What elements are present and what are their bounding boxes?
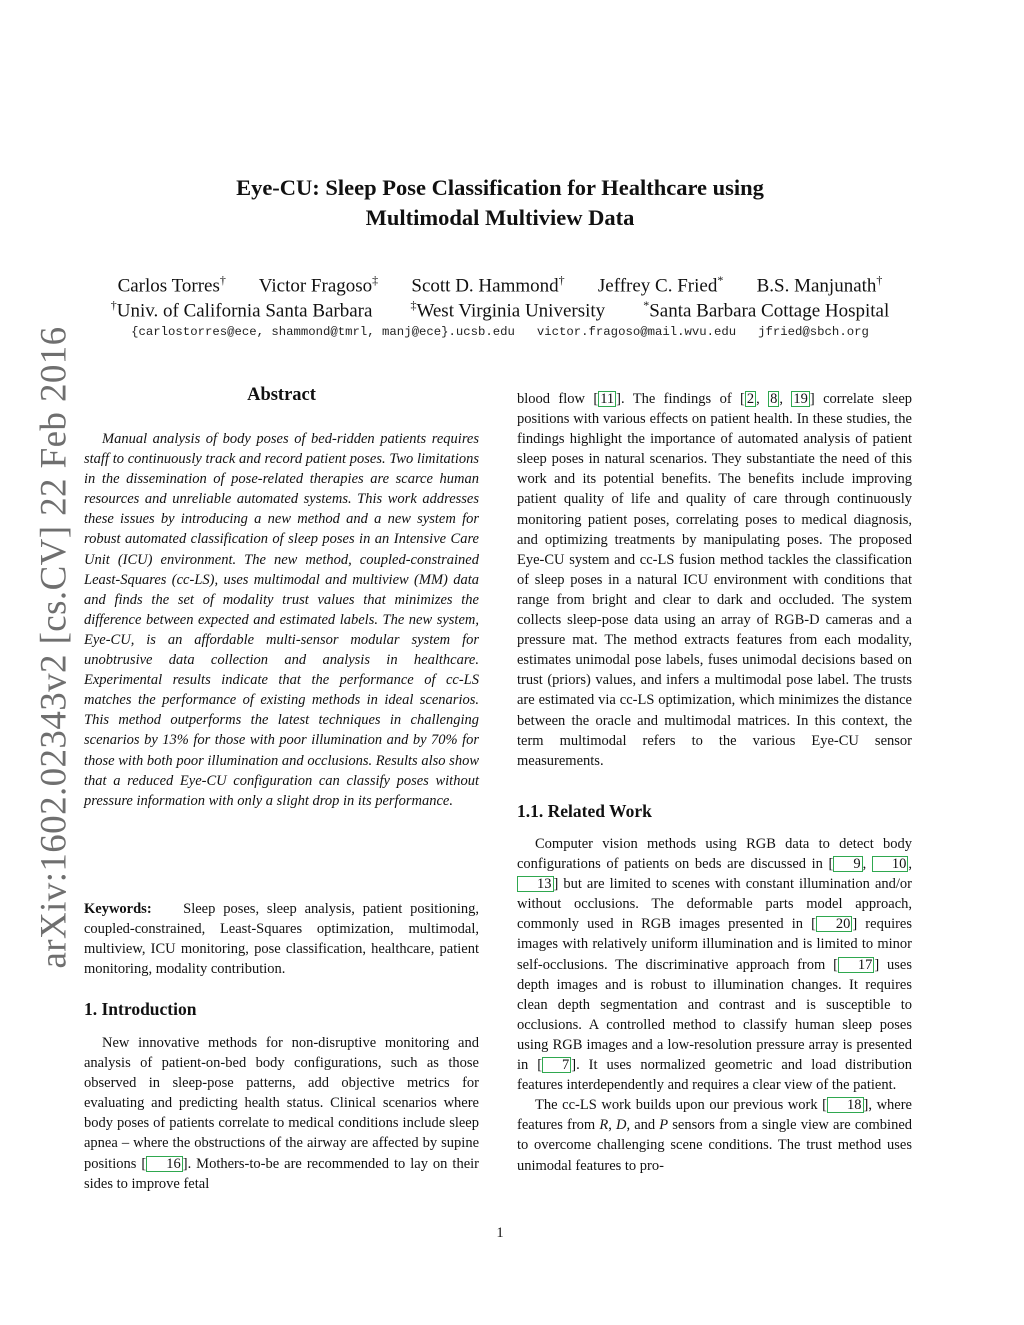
related-work-paragraph: Computer vision methods using RGB data to detect body configurations of patients on beds are discussed in [ 9 , 10 , 13 ] but are limited to scenes with constant illumination and/or without occlusions. The deformable parts model approach, commonly used in RGB images presented in [ 20 ] requires images with relatively uniform illumination and is limited to minor self-occlusions. The discriminative approach from [ 17 ] uses depth images and is robust to illumination changes. It requires clean depth segmentation and contrast and is susceptible to occlusions. A controlled method to classify human sleep poses using RGB images and a low-resolution pressure array is presented in [ 7 ]. It uses normalized geometric and load distribution features interdependently and requires a clear view of the patient. (517, 836, 913, 1094)
related-text: ], where features from (517, 1097, 912, 1134)
author-mark: ‡ (372, 273, 379, 287)
email-address: victor.fragoso@mail.wvu.edu (536, 325, 737, 339)
related-work-body (517, 834, 912, 1176)
citation-link[interactable]: 9 (833, 856, 862, 872)
intro-text: ] correlate sleep positions with various effects on patient health. In these studies, the findings highlight the importance of automated analysis of patient sleep poses in natural scenarios. They substantiate the need of this work and its potential benefits. The benefits include improving patient quality of life and quality of care through continuously monitoring patient poses, correlating poses to medical diagnosis, and optimizing treatments by manipulating poses. The proposed Eye-CU system and cc-LS fusion method tackles the classification of sleep poses in a natural ICU environment with conditions that range from bright and clear to dark and occluded. The system collects sleep-pose data using an array of RGB-D cameras and a pressure mat. The method extracts features from each modality, estimates unimodal pose labels, fuses unimodal decisions based on trust (priors) values, and infers a multimodal pose label. The trusts are estimated via cc-LS optimization, which minimizes the distance between the oracle and multimodal matrices. In this context, the term multimodal refers to the various Eye-CU sensor measurements. (517, 391, 913, 769)
related-work-paragraph (517, 1095, 912, 1175)
keywords-label: Keywords: (84, 901, 152, 917)
author-mark: * (717, 273, 724, 287)
author-name: Scott D. Hammond (411, 275, 559, 297)
math-symbol: P (659, 1117, 669, 1134)
intro-continuation (517, 389, 912, 771)
title-line-2: Multimodal Multiview Data (365, 205, 635, 230)
affiliation-mark: † (110, 298, 117, 312)
math-symbol: R (599, 1117, 609, 1134)
email-address: jfried@sbch.org (758, 325, 869, 339)
abstract-heading: Abstract (247, 385, 316, 405)
abstract-text: Manual analysis of body poses of bed-ridden patients requires staff to continuously track and record patient poses. Two limitations in the dissemination of pose-related therapies are scarce human resources and unreliable automated systems. This work addresses these issues by introducing a new method and a new system for robust automated classification of sleep poses in an Intensive Care Unit (ICU) environment. The new method, coupled-constrained Least-Squares (cc-LS), uses multimodal and multiview ( (84, 431, 479, 588)
affiliation-name: West Virginia University (416, 300, 606, 322)
citation-link[interactable]: 20 (816, 916, 853, 932)
citation-link[interactable]: 2 (746, 391, 755, 407)
intro-heading: 1. Introduction (84, 999, 197, 1019)
related-text: ] but are limited to scenes with constant illumination and/or without occlusions. The deformable parts model approach, commonly used in RGB images presented in [ (517, 876, 912, 933)
intro-text: blood flow [ (517, 391, 599, 407)
keywords-block (84, 899, 479, 979)
affiliation-name: Univ. of California Santa Barbara (116, 300, 373, 322)
arxiv-id-text: arXiv:1602.02343v2 [cs.CV] 22 Feb 2016 (33, 325, 75, 969)
citation-link[interactable]: 18 (827, 1097, 864, 1113)
related-text: Computer vision methods using RGB data to detect body configurations of patients on beds are discussed in [ (517, 836, 912, 873)
citation-link[interactable]: 8 (770, 391, 778, 407)
related-text: ] requires images with relatively uniform illumination and is limited to minor self-occlusions. The discriminative approach from [ (517, 916, 913, 973)
intro-text: ]. The findings of [ (616, 391, 745, 407)
paper-title (150, 173, 850, 233)
abstract-body (84, 429, 479, 811)
citation-link[interactable]: 7 (542, 1057, 571, 1073)
abstract-paragraph (84, 429, 479, 811)
citation-link[interactable]: 19 (793, 391, 808, 407)
related-text: sensors from a single view are combined to overcome challenging scene conditions. The trust method uses unimodal features to pro- (517, 1117, 913, 1174)
affiliation-list (80, 293, 920, 323)
abstract-math: MM (418, 571, 444, 588)
related-text: , (608, 1117, 616, 1134)
title-line-1: Eye-CU: Sleep Pose Classification for Healthcare using (236, 175, 764, 200)
intro-paragraph: blood flow [ 11 ]. The findings of [ 2 , 8 , 19 ] correlate sleep positions with various effects on patient health. In these studies, the findings highlight the importance of automated analysis of patient sleep poses in natural scenarios. They substantiate the need of this work and its potential benefits. The benefits include improving patient quality of life and quality of care through continuously monitoring patient poses, correlating poses to medical diagnosis, and optimizing treatments by manipulating poses. The proposed Eye-CU system and cc-LS fusion method tackles the classification of sleep poses in a natural ICU environment with conditions that range from bright and clear to dark and occluded. The system collects sleep-pose data using an array of RGB-D cameras and a pressure mat. The method extracts features from each modality, estimates unimodal pose labels, fuses unimodal decisions based on trust (priors) values, and infers a multimodal pose label. The trusts are estimated via cc-LS optimization, which minimizes the distance between the oracle and multimodal matrices. In this context, the term multimodal refers to the various Eye-CU sensor measurements. (517, 391, 913, 769)
arxiv-identifier (18, 325, 90, 969)
page-number: 1 (496, 1225, 504, 1241)
author-mark: † (219, 273, 226, 287)
citation-link[interactable]: 16 (146, 1156, 183, 1172)
citation-link[interactable]: 13 (517, 876, 554, 892)
affiliation-mark: ‡ (410, 298, 417, 312)
related-text: The cc-LS work builds upon our previous work [ (535, 1097, 828, 1114)
affiliation-mark: * (643, 298, 650, 312)
citation-link[interactable]: 11 (600, 391, 615, 407)
related-text: , and (626, 1117, 660, 1134)
email-list (60, 322, 940, 342)
math-symbol: D (615, 1117, 627, 1134)
intro-text: . Mothers-to-be are recommended to lay on their sides to improve fetal (84, 1155, 480, 1192)
email-address: {carlostorres@ece, shammond@tmrl, manj@ece}.ucsb.edu (131, 325, 515, 339)
citation-link[interactable]: 10 (872, 856, 909, 872)
related-text: ] uses depth images and is robust to illumination changes. It requires clean depth segmentation and contrast and is susceptible to occlusions. A controlled method to classify human sleep poses using RGB images and a low-resolution pressure array is presented in [ (517, 956, 912, 1074)
intro-paragraph: New innovative methods for non-disruptive monitoring and analysis of patient-on-bed body configurations, such as those observed in sleep-pose patterns, add objective metrics for evaluating and predicting health status. Clinical scenarios where body poses of patients correlate to medical conditions include sleep apnea – where the obstructions of the airway are affected by supine positions [ 16 ]. Mothers-to-be are recommended to lay on their sides to improve fetal (84, 1035, 480, 1192)
author-mark: † (876, 273, 883, 287)
intro-body (84, 1033, 479, 1194)
author-name: Carlos Torres (117, 275, 220, 297)
abstract-text: ) data and finds the set of modality trust values that minimizes the difference between expected and estimated labels. The new system, Eye-CU, is an affordable multi-sensor modular system for unobtrusive data collection and analysis in healthcare. Experimental results indicate that the performance of cc-LS matches the performance of existing methods in ideal scenarios. This method outperforms the latest techniques in challenging scenarios by 13% for those with poor illumination and by 70% for those with both poor illumination and occlusions. Results also show that a reduced Eye-CU configuration can classify poses without pressure information with only a slight drop in its performance. (84, 571, 479, 809)
intro-text: New innovative methods for non-disruptive monitoring and analysis of patient-on-bed body configurations, such as those observed in sleep-pose patterns, add objective metrics for evaluating and predicting health status. Clinical scenarios where body poses of patients correlate to medical conditions include sleep apnea – where the obstructions of the airway are affected by supine positions (84, 1035, 479, 1172)
author-name: Victor Fragoso (258, 275, 373, 297)
related-text: ]. It uses normalized geometric and load distribution features interdependently and requires a clear view of the patient. (517, 1057, 912, 1094)
author-name: Jeffrey C. Fried (597, 275, 718, 297)
related-work-heading: 1.1. Related Work (517, 801, 652, 821)
affiliation-name: Santa Barbara Cottage Hospital (649, 300, 890, 322)
author-name: B.S. Manjunath (756, 275, 877, 297)
citation-link[interactable]: 17 (838, 957, 875, 973)
keywords-text: Sleep poses, sleep analysis, patient positioning, coupled-constrained, Least-Squares optimization, multimodal, multiview, ICU monitoring, pose classification, healthcare, patient monitoring, modality contribution. (84, 901, 479, 978)
author-mark: † (558, 273, 565, 287)
